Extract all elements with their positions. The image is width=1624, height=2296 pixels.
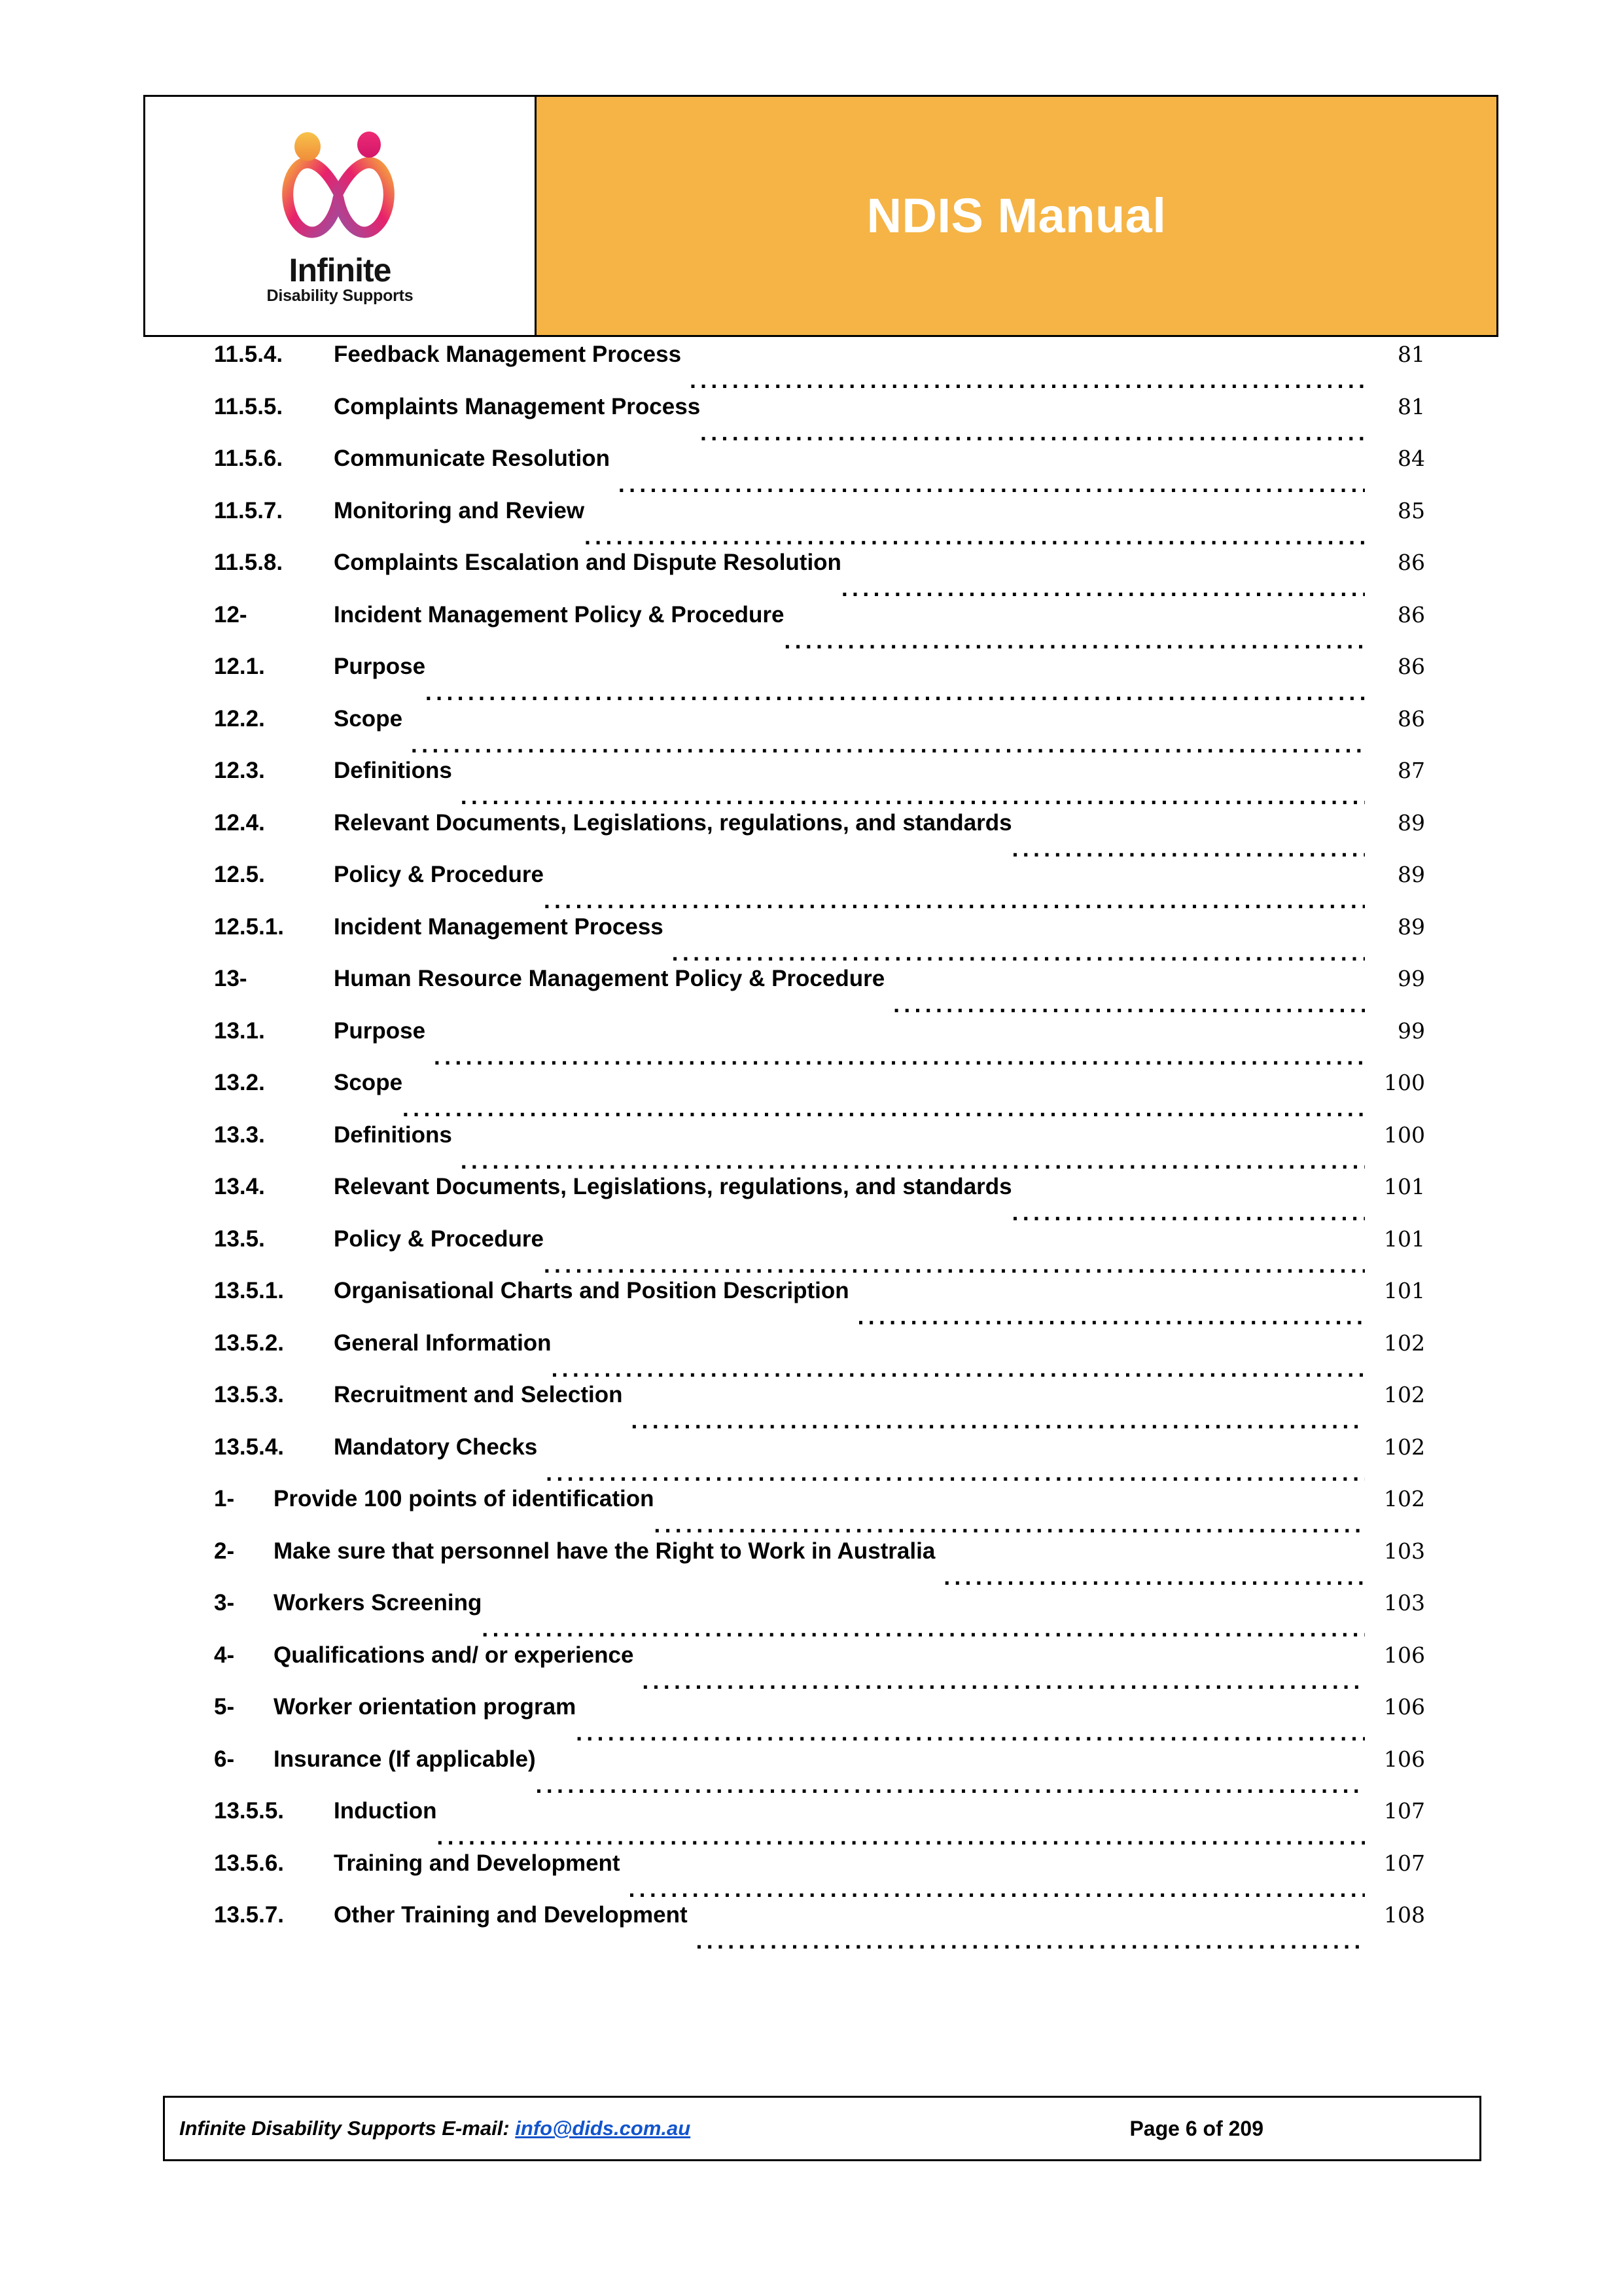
toc-leader-dots [1012,839,1365,862]
toc-entry-number: 13.5.2. [214,1330,285,1356]
toc-entry-page-number: 100 [1384,1070,1425,1095]
footer-page-number: Page 6 of 209 [1129,2116,1263,2140]
toc-leader-dots [696,1932,1365,1954]
toc-entry-title: General Information [334,1330,552,1356]
toc-entry-number: 11.5.5. [214,393,283,419]
toc-entry-page-number: 86 [1398,550,1425,575]
toc-entry-title: Provide 100 points of identification [274,1486,654,1511]
toc-leader-dots [858,1307,1365,1330]
toc-entry-page-number: 101 [1384,1226,1425,1252]
toc-leader-dots [618,475,1365,498]
toc-entry-title: Complaints Escalation and Dispute Resolution [334,550,841,575]
toc-entry-number: 13.5.1. [214,1278,285,1303]
logo-tagline: Disability Supports [266,286,414,305]
toc-entry-number: 11.5.8. [214,550,283,575]
toc-entry-page-number: 106 [1384,1746,1425,1772]
toc-entry-title: Qualifications and/ or experience [274,1642,634,1668]
toc-entry-number: 2- [214,1538,235,1564]
toc-entry-title: Organisational Charts and Position Description [334,1278,849,1303]
toc-leader-dots [1012,1203,1365,1226]
toc-leader-dots [544,1255,1365,1278]
toc-leader-dots [631,1411,1365,1434]
toc-leader-dots [642,1671,1365,1694]
toc-leader-dots [461,1151,1365,1174]
toc-entry-number: 5- [214,1694,235,1720]
toc-entry-number: 13- [214,966,247,991]
toc-leader-dots [552,1359,1365,1382]
toc-entry-number: 4- [214,1642,235,1668]
toc-entry-page-number: 102 [1384,1330,1425,1356]
toc-entry-page-number: 107 [1384,1850,1425,1876]
toc-entry[interactable] [214,1642,1425,1695]
toc-entry-page-number: 99 [1398,966,1425,991]
toc-leader-dots [944,1567,1365,1590]
toc-leader-dots [436,1828,1365,1850]
toc-entry[interactable] [214,862,1425,914]
toc-leader-dots [434,1047,1365,1070]
toc-entry-number: 13.3. [214,1122,265,1148]
toc-entry-title: Definitions [334,758,452,783]
toc-entry-title: Scope [334,1070,403,1095]
toc-leader-dots [576,1723,1365,1746]
toc-entry[interactable] [214,1434,1425,1487]
toc-entry-page-number: 81 [1398,342,1425,367]
toc-entry-title: Communicate Resolution [334,446,610,471]
footer-contact [165,2117,1129,2140]
toc-entry[interactable] [214,446,1425,498]
toc-entry-page-number: 106 [1384,1694,1425,1720]
toc-leader-dots [425,683,1365,706]
toc-entry-number: 11.5.6. [214,446,283,471]
toc-entry[interactable] [214,1382,1425,1434]
toc-entry[interactable] [214,1226,1425,1279]
toc-entry-number: 13.4. [214,1174,265,1199]
toc-entry-number: 12.5.1. [214,913,285,940]
toc-entry-number: 3- [214,1590,235,1616]
toc-entry[interactable] [214,654,1425,706]
toc-entry[interactable] [214,914,1425,966]
infinity-people-logo-icon [271,125,408,259]
footer-organisation-label: Infinite Disability Supports E-mail: [179,2117,516,2140]
toc-entry-page-number: 86 [1398,601,1425,627]
toc-entry-page-number: 108 [1384,1902,1425,1928]
toc-entry-title: Induction [334,1798,437,1824]
toc-entry-title: Training and Development [334,1850,620,1876]
toc-entry-page-number: 101 [1384,1278,1425,1303]
toc-entry-number: 12- [214,601,247,627]
toc-entry-title: Incident Management Policy & Procedure [334,601,785,627]
header-title-cell [537,97,1496,335]
toc-entry-number: 13.5.4. [214,1434,285,1460]
toc-entry-title: Mandatory Checks [334,1434,538,1460]
toc-entry-number: 13.5.6. [214,1850,285,1876]
toc-entry-title: Relevant Documents, Legislations, regulations, and standards [334,1174,1012,1199]
toc-entry-page-number: 86 [1398,654,1425,679]
toc-entry-number: 6- [214,1746,235,1772]
toc-entry-title: Policy & Procedure [334,862,544,887]
toc-entry-title: Incident Management Process [334,913,663,940]
toc-entry[interactable] [214,1746,1425,1799]
toc-entry[interactable] [214,1694,1425,1746]
toc-entry-number: 11.5.4. [214,342,283,367]
toc-entry-page-number: 100 [1384,1122,1425,1148]
toc-entry[interactable] [214,1486,1425,1538]
toc-entry-page-number: 85 [1398,497,1425,523]
toc-leader-dots [536,1775,1365,1798]
toc-leader-dots [544,891,1365,914]
toc-entry[interactable] [214,342,1425,394]
toc-entry-title: Policy & Procedure [334,1226,544,1252]
toc-entry[interactable] [214,706,1425,758]
toc-entry-number: 13.5. [214,1226,265,1252]
toc-entry-title: Worker orientation program [274,1694,576,1720]
toc-entry-title: Feedback Management Process [334,342,682,367]
toc-entry[interactable] [214,758,1425,810]
toc-entry[interactable] [214,602,1425,654]
toc-leader-dots [402,1099,1365,1122]
toc-entry-number: 1- [214,1486,235,1511]
table-of-contents [214,342,1425,1954]
toc-leader-dots [841,579,1365,602]
toc-entry[interactable] [214,1330,1425,1383]
company-logo [266,125,413,307]
toc-entry[interactable] [214,1122,1425,1174]
page-header [143,95,1498,337]
toc-leader-dots [690,371,1365,394]
toc-entry[interactable] [214,394,1425,446]
toc-entry[interactable] [214,1018,1425,1070]
page-footer [163,2096,1481,2161]
toc-entry-title: Workers Screening [274,1590,482,1616]
toc-entry-title: Relevant Documents, Legislations, regulations, and standards [334,809,1012,836]
toc-entry-page-number: 99 [1398,1017,1425,1044]
toc-entry-number: 12.5. [214,862,265,887]
toc-entry[interactable] [214,1850,1425,1903]
toc-entry-number: 11.5.7. [214,497,283,523]
toc-entry-page-number: 102 [1384,1434,1425,1460]
toc-entry-page-number: 103 [1384,1590,1425,1616]
toc-entry-number: 13.1. [214,1017,265,1044]
toc-entry-page-number: 84 [1398,446,1425,471]
toc-entry[interactable] [214,1538,1425,1591]
toc-entry[interactable] [214,550,1425,602]
footer-email-link[interactable]: info@dids.com.au [515,2117,691,2140]
toc-entry[interactable] [214,1278,1425,1330]
page-title: NDIS Manual [866,188,1167,243]
toc-entry[interactable] [214,810,1425,862]
toc-leader-dots [546,1463,1365,1486]
toc-entry-page-number: 89 [1398,862,1425,887]
toc-entry-title: Monitoring and Review [334,497,585,523]
toc-entry-number: 13.5.7. [214,1902,285,1928]
toc-entry-number: 12.4. [214,809,265,836]
toc-leader-dots [785,631,1366,654]
toc-leader-dots [584,527,1365,550]
toc-entry[interactable] [214,1798,1425,1850]
toc-entry-title: Other Training and Development [334,1902,688,1928]
toc-entry[interactable] [214,1902,1425,1954]
toc-entry-page-number: 106 [1384,1642,1425,1668]
toc-entry-page-number: 87 [1398,758,1425,783]
logo-wordmark: Infinite [289,252,391,289]
toc-entry-page-number: 107 [1384,1798,1425,1824]
toc-entry-page-number: 103 [1384,1538,1425,1564]
header-logo-cell [145,97,537,335]
toc-leader-dots [482,1619,1365,1642]
toc-entry[interactable] [214,498,1425,550]
toc-leader-dots [654,1515,1365,1538]
toc-entry[interactable] [214,1590,1425,1642]
toc-entry-number: 12.1. [214,654,265,679]
toc-leader-dots [629,1879,1365,1902]
toc-entry-title: Purpose [334,1017,426,1044]
toc-entry-number: 12.2. [214,705,265,732]
toc-entry-title: Make sure that personnel have the Right to Work in Australia [274,1538,936,1564]
toc-entry[interactable] [214,966,1425,1018]
toc-entry[interactable] [214,1174,1425,1226]
toc-entry-page-number: 102 [1384,1382,1425,1407]
toc-entry-title: Recruitment and Selection [334,1382,623,1407]
toc-entry-number: 12.3. [214,758,265,783]
toc-leader-dots [461,787,1365,810]
toc-entry-page-number: 102 [1384,1486,1425,1511]
toc-entry-title: Definitions [334,1122,452,1148]
toc-leader-dots [893,995,1365,1018]
toc-leader-dots [700,423,1365,446]
toc-entry-number: 13.5.3. [214,1382,285,1407]
toc-entry[interactable] [214,1070,1425,1122]
toc-entry-page-number: 89 [1398,809,1425,836]
toc-entry-title: Purpose [334,654,426,679]
toc-entry-title: Human Resource Management Policy & Procedure [334,966,885,991]
toc-entry-title: Complaints Management Process [334,393,701,419]
toc-leader-dots [672,943,1365,966]
toc-entry-title: Scope [334,705,403,732]
toc-entry-number: 13.5.5. [214,1798,285,1824]
toc-entry-page-number: 101 [1384,1174,1425,1199]
toc-entry-page-number: 86 [1398,705,1425,732]
toc-entry-page-number: 89 [1398,913,1425,940]
toc-entry-title: Insurance (If applicable) [274,1746,536,1772]
toc-leader-dots [411,735,1365,758]
toc-entry-number: 13.2. [214,1070,265,1095]
toc-entry-page-number: 81 [1398,393,1425,419]
